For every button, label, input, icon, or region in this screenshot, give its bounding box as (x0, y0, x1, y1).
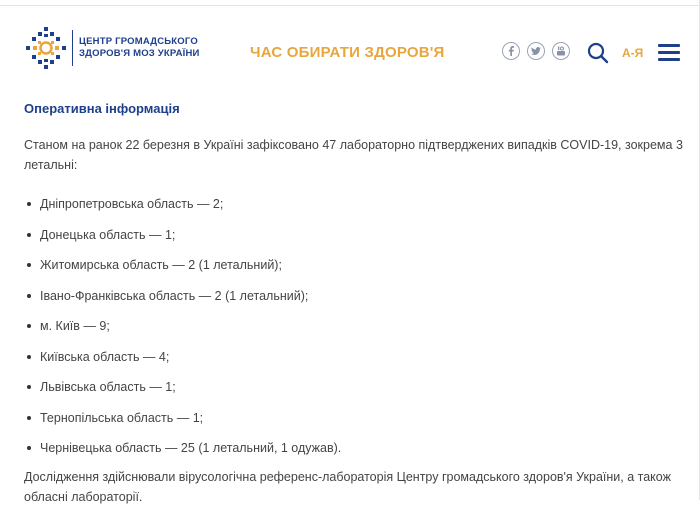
list-item: Тернопільська область — 1; (24, 408, 684, 439)
youtube-icon[interactable] (552, 42, 570, 60)
list-item: Львівська область — 1; (24, 377, 684, 408)
twitter-glyph (531, 47, 541, 55)
facebook-icon[interactable] (502, 42, 520, 60)
list-item: м. Київ — 9; (24, 316, 684, 347)
article-content (24, 101, 684, 507)
hamburger-menu-icon[interactable] (658, 44, 680, 62)
list-item: Донецька область — 1; (24, 225, 684, 256)
logo-text-line1: ЦЕНТР ГРОМАДСЬКОГО (79, 36, 198, 47)
list-item: Івано-Франківська область — 2 (1 летальний); (24, 286, 684, 317)
header-slogan: ЧАС ОБИРАТИ ЗДОРОВ'Я (250, 44, 445, 61)
list-item: Дніпропетровська область — 2; (24, 194, 684, 225)
youtube-glyph (556, 46, 566, 56)
menu-bar (658, 44, 680, 47)
closing-paragraph: Дослідження здійснювали вірусологічна референс-лабораторія Центру громадського здоров'я України, а також обласні лабораторії. (24, 469, 671, 504)
site-logo[interactable] (24, 26, 200, 70)
alphabet-index-link[interactable]: А-Я (622, 46, 644, 60)
logo-divider (72, 30, 73, 66)
twitter-icon[interactable] (527, 42, 545, 60)
region-case-list (24, 194, 684, 469)
list-item: Київська область — 4; (24, 347, 684, 378)
logo-mark-icon (24, 26, 68, 70)
search-icon[interactable] (587, 42, 609, 64)
list-item: Житомирська область — 2 (1 летальний); (24, 255, 684, 286)
menu-bar (658, 51, 680, 54)
intro-paragraph: Станом на ранок 22 березня в Україні зафіксовано 47 лабораторно підтверджених випадків COVID-19, зокрема 3 летальні: (24, 138, 683, 172)
logo-text (79, 36, 200, 60)
search-glyph (587, 42, 609, 64)
logo-text-line2: ЗДОРОВ'Я МОЗ УКРАЇНИ (79, 48, 200, 59)
section-heading: Оперативна інформація (24, 101, 180, 116)
site-header (0, 6, 700, 94)
list-item: Чернівецька область — 25 (1 летальний, 1 одужав). (24, 438, 684, 469)
menu-bar (658, 58, 680, 61)
facebook-glyph (507, 46, 515, 56)
